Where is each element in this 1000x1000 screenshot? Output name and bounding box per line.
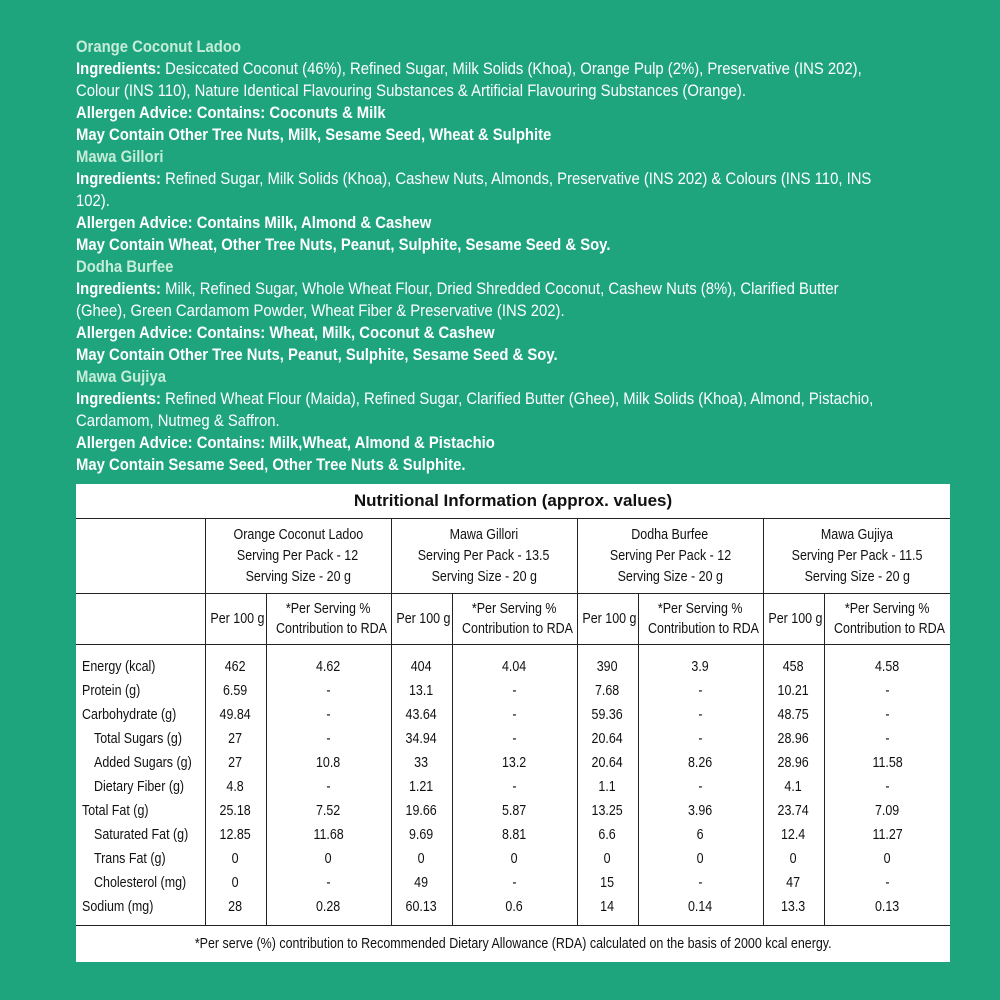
nutrient-label: Energy (kcal): [82, 659, 156, 675]
nutrient-value: 0.13: [875, 899, 900, 915]
nutrient-value-cell: [638, 823, 763, 847]
nutrient-value: 8.81: [502, 827, 527, 843]
nutrient-value-cell: [205, 751, 266, 775]
nutrient-label: Protein (g): [82, 683, 141, 699]
serving-per-pack: Serving Per Pack - 12: [237, 547, 359, 564]
serving-per-pack: Serving Per Pack - 13.5: [418, 547, 550, 564]
nutrient-value-cell: [763, 847, 824, 871]
nutrient-value-cell: [391, 799, 452, 823]
nutrient-value-cell: [266, 727, 391, 751]
nutrient-value-cell: [391, 775, 452, 799]
nutrient-value-cell: [638, 703, 763, 727]
nutrient-value-cell: [824, 645, 950, 680]
nutrient-value-cell: [638, 727, 763, 751]
nutrient-value: 34.94: [405, 731, 438, 747]
nutrient-value: 462: [225, 659, 246, 675]
nutrient-value: -: [698, 707, 703, 723]
rda-label-line2: Contribution to RDA: [461, 621, 573, 637]
nutrient-label-cell: [76, 645, 205, 680]
nutrient-row: [76, 751, 950, 775]
may-contain: May Contain Other Tree Nuts, Milk, Sesame Seed, Wheat & Sulphite: [76, 126, 552, 144]
nutrient-row: [76, 799, 950, 823]
nutrient-value: 6.6: [598, 827, 617, 843]
column-product-name: Dodha Burfee: [631, 526, 709, 543]
nutrient-value: 0: [232, 875, 239, 891]
nutrient-value-cell: [638, 645, 763, 680]
nutrient-value: 0: [232, 851, 239, 867]
nutrient-value: 20.64: [591, 755, 624, 771]
nutrient-value: 11.27: [872, 827, 903, 843]
nutrient-value-cell: [638, 871, 763, 895]
nutrient-value: 4.58: [875, 659, 900, 675]
nutrient-label: Total Sugars (g): [94, 731, 183, 747]
nutrient-value: 25.18: [219, 803, 252, 819]
nutrient-value-cell: [266, 895, 391, 925]
nutrient-value: 28.96: [777, 731, 810, 747]
rda-header: [266, 594, 391, 645]
nutrient-value: 23.74: [777, 803, 810, 819]
nutrient-value: -: [512, 707, 517, 723]
nutrient-value-cell: [391, 727, 452, 751]
product-block: [76, 36, 886, 146]
nutrient-value: 4.04: [502, 659, 527, 675]
rda-label-line1: *Per Serving %: [844, 601, 930, 617]
nutrient-label: Sodium (mg): [82, 899, 154, 915]
nutrient-value-cell: [205, 847, 266, 871]
product-name: Dodha Burfee: [76, 258, 174, 276]
nutrient-value-cell: [763, 751, 824, 775]
rda-label-line2: Contribution to RDA: [833, 621, 945, 637]
nutrient-value-cell: [205, 727, 266, 751]
nutrient-label-cell: [76, 847, 205, 871]
nutrient-value-cell: [391, 847, 452, 871]
nutrient-value-cell: [824, 871, 950, 895]
nutrient-value-cell: [577, 727, 638, 751]
nutrient-value: 390: [597, 659, 618, 675]
nutrient-value-cell: [763, 775, 824, 799]
column-product-name: Mawa Gujiya: [820, 526, 893, 543]
ingredients-label: Ingredients:: [76, 60, 161, 78]
nutrient-value: 0: [511, 851, 518, 867]
nutrient-value-cell: [452, 823, 577, 847]
nutrient-value-cell: [205, 799, 266, 823]
nutrient-value-cell: [452, 727, 577, 751]
allergen-advice: Allergen Advice: Contains: Wheat, Milk, Coconut & Cashew: [76, 324, 495, 342]
nutrient-value: 7.52: [316, 803, 341, 819]
nutrient-value-cell: [577, 703, 638, 727]
nutrient-value: 47: [786, 875, 801, 891]
per-100g-label: Per 100 g: [767, 611, 823, 627]
nutrient-value: -: [885, 731, 890, 747]
nutrient-value: 0: [418, 851, 425, 867]
nutrient-label: Total Fat (g): [82, 803, 149, 819]
nutrient-label-cell: [76, 775, 205, 799]
nutrient-value-cell: [266, 751, 391, 775]
nutrient-label-cell: [76, 823, 205, 847]
nutrient-label: Added Sugars (g): [94, 755, 192, 771]
nutrient-value: 49.84: [219, 707, 252, 723]
product-column-header: [577, 519, 763, 594]
nutrient-value-cell: [452, 847, 577, 871]
nutrient-value: 27: [228, 755, 243, 771]
nutrient-row: [76, 775, 950, 799]
ingredients-list: Refined Wheat Flour (Maida), Refined Sugar, Clarified Butter (Ghee), Milk Solids (Khoa), Almond, Pistachio, Cardamom, Nutmeg & Saffron.: [76, 390, 874, 430]
nutrition-footnote: [76, 925, 950, 962]
nutrient-value-cell: [391, 823, 452, 847]
nutrient-value: -: [698, 683, 703, 699]
may-contain: May Contain Wheat, Other Tree Nuts, Peanut, Sulphite, Sesame Seed & Soy.: [76, 236, 611, 254]
nutrient-value-cell: [824, 823, 950, 847]
ingredients-label: Ingredients:: [76, 390, 161, 408]
nutrient-value-cell: [763, 799, 824, 823]
nutrient-label: Cholesterol (mg): [94, 875, 187, 891]
allergen-advice: Allergen Advice: Contains: Milk,Wheat, Almond & Pistachio: [76, 434, 495, 452]
ingredients-text: [76, 168, 886, 212]
nutrient-label-cell: [76, 751, 205, 775]
nutrient-value: 13.1: [409, 683, 434, 699]
product-name: Mawa Gillori: [76, 148, 164, 166]
nutrient-value-cell: [763, 895, 824, 925]
rda-label-line2: Contribution to RDA: [275, 621, 387, 637]
allergen-advice: Allergen Advice: Contains Milk, Almond & Cashew: [76, 214, 432, 232]
nutrient-value: 3.9: [691, 659, 710, 675]
nutrient-value-cell: [577, 679, 638, 703]
nutrient-value-cell: [266, 679, 391, 703]
nutrient-value-cell: [452, 775, 577, 799]
nutrient-row: [76, 871, 950, 895]
nutrient-value: -: [512, 731, 517, 747]
product-column-header: [205, 519, 391, 594]
nutrient-value: 7.09: [875, 803, 900, 819]
nutrient-value: 0: [883, 851, 891, 867]
nutrient-row: [76, 679, 950, 703]
nutrient-value-cell: [205, 679, 266, 703]
rda-header: [824, 594, 950, 645]
nutrient-value: 8.26: [688, 755, 713, 771]
nutrient-value: 404: [411, 659, 432, 675]
nutrient-label: Dietary Fiber (g): [94, 779, 185, 795]
nutrient-value: 0: [325, 851, 332, 867]
nutrition-grid: [76, 519, 950, 925]
empty-header-cell: [76, 519, 205, 594]
nutrient-value-cell: [824, 679, 950, 703]
ingredients-text: [76, 58, 886, 102]
header-row-units: [76, 594, 950, 645]
nutrient-label-cell: [76, 799, 205, 823]
nutrient-value: 7.68: [595, 683, 620, 699]
nutrient-row: [76, 823, 950, 847]
footnote-text: *Per serve (%) contribution to Recommended Dietary Allowance (RDA) calculated on the basis of 2000 kcal energy.: [194, 936, 832, 952]
nutrient-value-cell: [266, 703, 391, 727]
ingredients-label: Ingredients:: [76, 280, 161, 298]
nutrient-row: [76, 703, 950, 727]
ingredients-text: [76, 278, 886, 322]
nutrient-value: -: [512, 683, 517, 699]
nutrient-value-cell: [824, 703, 950, 727]
product-block: [76, 146, 886, 256]
nutrient-value: 11.68: [313, 827, 344, 843]
nutrient-row: [76, 645, 950, 680]
nutrient-value: 14: [600, 899, 615, 915]
nutrient-value: 12.4: [781, 827, 806, 843]
product-column-header: [763, 519, 950, 594]
nutrient-value-cell: [391, 895, 452, 925]
serving-size: Serving Size - 20 g: [245, 568, 351, 585]
nutrient-value: 6: [697, 827, 704, 843]
ingredients-list: Desiccated Coconut (46%), Refined Sugar, Milk Solids (Khoa), Orange Pulp (2%), Preservative (INS 202), Colour (INS 110), Nature Identical Flavouring Substances & Artificial Flavouring Substances (Orange).: [76, 60, 862, 100]
nutrient-value-cell: [205, 823, 266, 847]
nutrient-value-cell: [452, 703, 577, 727]
serving-size: Serving Size - 20 g: [804, 568, 910, 585]
may-contain: May Contain Other Tree Nuts, Peanut, Sulphite, Sesame Seed & Soy.: [76, 346, 558, 364]
nutrition-title: Nutritional Information (approx. values): [76, 484, 950, 519]
nutrient-value: 4.1: [784, 779, 803, 795]
nutrient-value-cell: [391, 645, 452, 680]
nutrient-value-cell: [391, 679, 452, 703]
nutrition-table: [76, 484, 950, 962]
nutrient-value: -: [885, 779, 890, 795]
nutrient-value-cell: [452, 679, 577, 703]
nutrient-value-cell: [391, 871, 452, 895]
may-contain: May Contain Sesame Seed, Other Tree Nuts & Sulphite.: [76, 456, 466, 474]
nutrient-value: 13.25: [591, 803, 624, 819]
allergen-advice: Allergen Advice: Contains: Coconuts & Milk: [76, 104, 386, 122]
nutrient-value: 0.6: [505, 899, 524, 915]
nutrient-row: [76, 727, 950, 751]
serving-per-pack: Serving Per Pack - 11.5: [791, 547, 923, 564]
product-block: [76, 366, 886, 476]
per-100g-header: [391, 594, 452, 645]
nutrient-value-cell: [763, 727, 824, 751]
per-100g-label: Per 100 g: [395, 611, 450, 627]
nutrient-value-cell: [266, 775, 391, 799]
nutrient-value: 11.58: [872, 755, 903, 771]
serving-size: Serving Size - 20 g: [617, 568, 723, 585]
nutrient-value: 1.21: [409, 779, 434, 795]
nutrient-value-cell: [824, 775, 950, 799]
per-100g-header: [205, 594, 266, 645]
nutrient-value: 43.64: [405, 707, 438, 723]
ingredients-list: Refined Sugar, Milk Solids (Khoa), Cashew Nuts, Almonds, Preservative (INS 202) & Colours (INS 110, INS 102).: [76, 170, 872, 210]
nutrient-value-cell: [577, 895, 638, 925]
nutrient-value-cell: [452, 751, 577, 775]
nutrient-value: -: [512, 779, 517, 795]
nutrient-value-cell: [452, 645, 577, 680]
nutrient-value: 19.66: [405, 803, 438, 819]
nutrient-row: [76, 895, 950, 925]
nutrient-value: 28.96: [777, 755, 810, 771]
nutrient-label: Carbohydrate (g): [82, 707, 177, 723]
nutrient-value-cell: [638, 799, 763, 823]
nutrient-value-cell: [266, 871, 391, 895]
rda-label-line1: *Per Serving %: [472, 601, 557, 617]
per-100g-header: [763, 594, 824, 645]
nutrient-value: -: [326, 779, 331, 795]
nutrient-value: -: [326, 731, 331, 747]
nutrient-value: 0.14: [688, 899, 713, 915]
nutrient-value-cell: [638, 895, 763, 925]
nutrient-value: -: [326, 707, 331, 723]
nutrient-value-cell: [266, 823, 391, 847]
nutrient-value-cell: [824, 895, 950, 925]
nutrient-value-cell: [763, 645, 824, 680]
nutrient-label-cell: [76, 703, 205, 727]
nutrient-value: 9.69: [409, 827, 434, 843]
nutrient-label: Saturated Fat (g): [94, 827, 189, 843]
nutrient-value-cell: [452, 871, 577, 895]
nutrient-value: 13.2: [502, 755, 527, 771]
nutrient-value: 49: [414, 875, 429, 891]
nutrient-value-cell: [577, 847, 638, 871]
serving-size: Serving Size - 20 g: [431, 568, 537, 585]
nutrient-value-cell: [205, 895, 266, 925]
nutrient-value: 3.96: [688, 803, 713, 819]
nutrient-value-cell: [577, 871, 638, 895]
nutrient-value: -: [885, 875, 890, 891]
nutrient-value-cell: [638, 775, 763, 799]
rda-header: [452, 594, 577, 645]
nutrient-label-cell: [76, 895, 205, 925]
nutrient-value: -: [885, 683, 890, 699]
nutrient-value: -: [698, 779, 703, 795]
nutrient-value: -: [698, 875, 703, 891]
nutrient-value: 10.8: [316, 755, 341, 771]
nutrient-value-cell: [824, 799, 950, 823]
rda-header: [638, 594, 763, 645]
nutrient-value-cell: [763, 679, 824, 703]
nutrient-value-cell: [205, 703, 266, 727]
nutrient-label-cell: [76, 679, 205, 703]
rda-label-line1: *Per Serving %: [286, 601, 371, 617]
per-100g-header: [577, 594, 638, 645]
nutrient-value: -: [698, 731, 703, 747]
nutrient-value: 0: [790, 851, 797, 867]
ingredients-list: Milk, Refined Sugar, Whole Wheat Flour, Dried Shredded Coconut, Cashew Nuts (8%), Clarified Butter (Ghee), Green Cardamom Powder, Wheat Fiber & Preservative (INS 202).: [76, 280, 839, 320]
nutrient-value-cell: [205, 871, 266, 895]
nutrient-value-cell: [763, 823, 824, 847]
nutrient-value-cell: [638, 679, 763, 703]
nutrient-value: 12.85: [219, 827, 252, 843]
nutrient-value-cell: [391, 751, 452, 775]
nutrient-value: 1.1: [598, 779, 617, 795]
nutrient-value: 0: [697, 851, 704, 867]
header-row-products: [76, 519, 950, 594]
rda-label-line1: *Per Serving %: [658, 601, 743, 617]
nutrient-value: 4.8: [226, 779, 245, 795]
nutrient-value-cell: [452, 799, 577, 823]
nutrient-value: 15: [600, 875, 615, 891]
product-name: Orange Coconut Ladoo: [76, 38, 242, 56]
empty-header-cell: [76, 594, 205, 645]
nutrient-value-cell: [638, 751, 763, 775]
product-column-header: [391, 519, 577, 594]
product-block: [76, 256, 886, 366]
column-product-name: Mawa Gillori: [449, 526, 519, 543]
nutrient-value-cell: [391, 703, 452, 727]
nutrient-label: Trans Fat (g): [94, 851, 166, 867]
nutrient-value-cell: [266, 847, 391, 871]
column-product-name: Orange Coconut Ladoo: [233, 526, 363, 543]
nutrient-value-cell: [824, 751, 950, 775]
nutrient-value: 0.28: [316, 899, 341, 915]
nutrient-value: 0: [604, 851, 611, 867]
nutrient-value: -: [512, 875, 517, 891]
nutrient-value-cell: [577, 775, 638, 799]
nutrient-label-cell: [76, 727, 205, 751]
nutrient-value: -: [885, 707, 890, 723]
ingredients-section: [76, 36, 886, 476]
nutrient-value: 48.75: [777, 707, 810, 723]
nutrient-value-cell: [577, 645, 638, 680]
ingredients-text: [76, 388, 886, 432]
nutrient-value: 20.64: [591, 731, 624, 747]
nutrition-table-body: [76, 519, 950, 925]
nutrient-value: 27: [228, 731, 243, 747]
nutrient-value: 458: [783, 659, 804, 675]
nutrient-value-cell: [577, 751, 638, 775]
nutrient-value-cell: [266, 799, 391, 823]
nutrient-value: 10.21: [777, 683, 810, 699]
nutrient-value-cell: [577, 799, 638, 823]
nutrient-value-cell: [452, 895, 577, 925]
nutrient-value: 5.87: [502, 803, 527, 819]
nutrient-value: 4.62: [316, 659, 341, 675]
nutrient-value-cell: [577, 823, 638, 847]
nutrient-value: 33: [414, 755, 429, 771]
serving-per-pack: Serving Per Pack - 12: [609, 547, 731, 564]
nutrient-value-cell: [205, 645, 266, 680]
nutrient-value-cell: [824, 847, 950, 871]
nutrient-value: 60.13: [405, 899, 438, 915]
ingredients-label: Ingredients:: [76, 170, 161, 188]
nutrient-value-cell: [763, 703, 824, 727]
nutrient-value-cell: [638, 847, 763, 871]
per-100g-label: Per 100 g: [209, 611, 264, 627]
nutrient-value: -: [326, 875, 331, 891]
nutrient-value-cell: [763, 871, 824, 895]
rda-label-line2: Contribution to RDA: [647, 621, 759, 637]
nutrient-label-cell: [76, 871, 205, 895]
nutrient-value: 6.59: [223, 683, 248, 699]
nutrient-value: 28: [228, 899, 243, 915]
nutrient-row: [76, 847, 950, 871]
nutrient-value-cell: [824, 727, 950, 751]
nutrient-value: 13.3: [781, 899, 806, 915]
nutrient-value: 59.36: [591, 707, 624, 723]
per-100g-label: Per 100 g: [581, 611, 637, 627]
product-name: Mawa Gujiya: [76, 368, 166, 386]
nutrient-value-cell: [205, 775, 266, 799]
nutrient-value-cell: [266, 645, 391, 680]
nutrient-value: -: [326, 683, 331, 699]
